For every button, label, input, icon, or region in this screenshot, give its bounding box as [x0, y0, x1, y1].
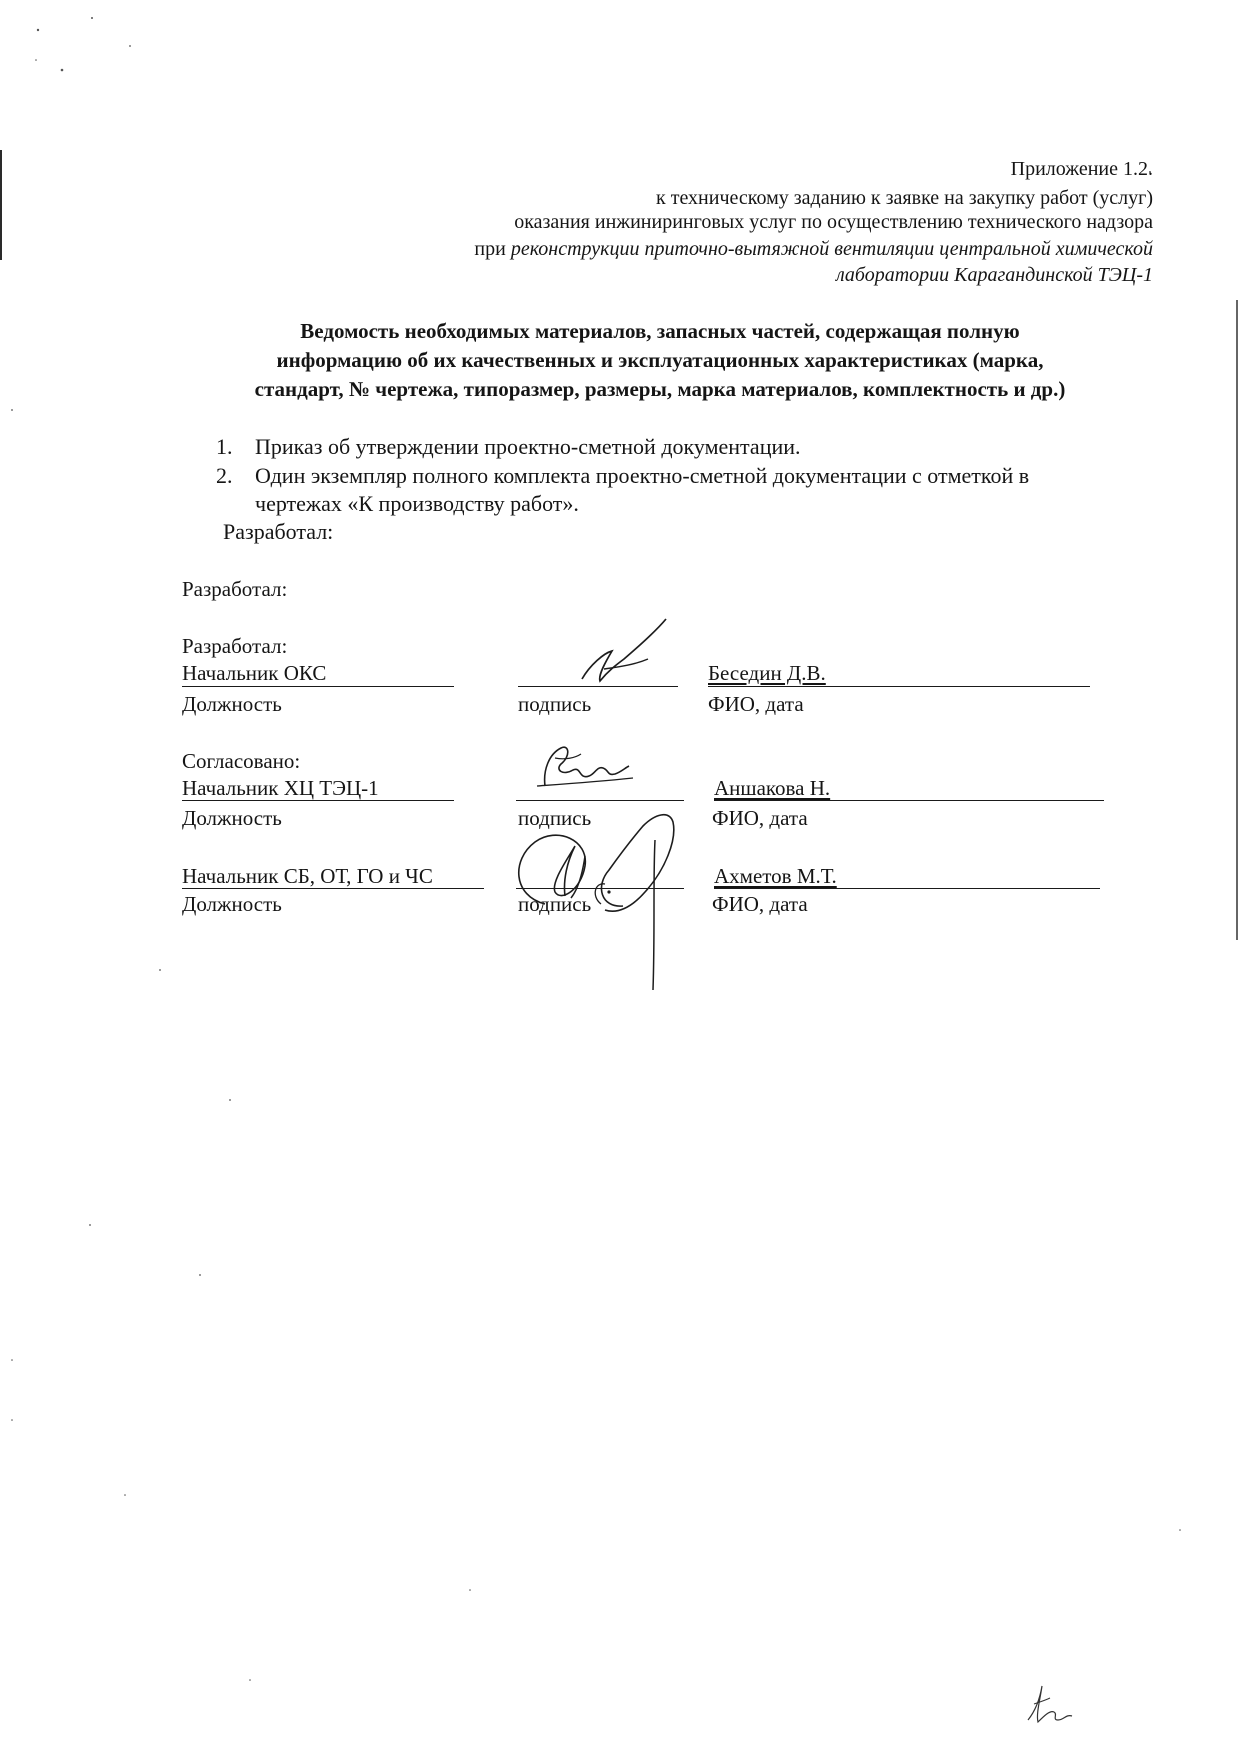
name-underline [708, 686, 1090, 687]
appendix-lab-line: лаборатории Карагандинской ТЭЦ-1 [835, 264, 1153, 286]
agreed1-position: Начальник ХЦ ТЭЦ-1 [182, 776, 379, 800]
list-item-number: 2. [216, 463, 233, 488]
list-item-continuation: чертежах «К производству работ». [255, 491, 579, 516]
name-caption: ФИО, дата [708, 692, 804, 716]
title-line: информацию об их качественных и эксплуатационных характеристиках (марка, [276, 348, 1044, 372]
name-caption: ФИО, дата [712, 892, 808, 916]
signature-akhmetov [505, 800, 695, 1000]
developed-name: Беседин Д.В. [708, 661, 826, 685]
name-caption: ФИО, дата [712, 806, 808, 830]
title-line: стандарт, № чертежа, типоразмер, размеры, марка материалов, комплектность и др.) [254, 377, 1066, 401]
list-item-number: 1. [216, 434, 233, 459]
appendix-prefix: при [474, 238, 511, 260]
position-caption: Должность [182, 806, 282, 830]
position-caption: Должность [182, 692, 282, 716]
developed-section-label: Разработал: [182, 634, 288, 658]
agreed2-name: Ахметов М.Т. [714, 864, 837, 888]
signature-besedin [560, 615, 680, 695]
name-underline [714, 888, 1100, 889]
appendix-project-italic: реконструкции приточно-вытяжной вентиляции центральной химической [510, 238, 1153, 260]
position-underline [182, 800, 454, 801]
signature-caption: подпись [518, 692, 592, 716]
position-underline [182, 686, 454, 687]
list-after-label: Разработал: [223, 519, 334, 544]
name-underline [714, 800, 1104, 801]
agreed1-name: Аншакова Н. [714, 776, 831, 800]
signature-caption: подпись [518, 806, 592, 830]
developed-position: Начальник ОКС [182, 661, 327, 685]
list-item: Один экземпляр полного комплекта проектно-сметной документации с отметкой в [255, 463, 1030, 488]
agreed2-position: Начальник СБ, ОТ, ГО и ЧС [182, 864, 433, 888]
appendix-project-line [474, 238, 1153, 261]
agreed-label: Согласовано: [182, 749, 301, 773]
appendix-services: оказания инжиниринговых услуг по осуществлению технического надзора [514, 211, 1153, 233]
position-caption: Должность [182, 892, 282, 916]
footer-initials-signature [1020, 1680, 1080, 1730]
list-item: Приказ об утверждении проектно-сметной документации. [255, 434, 801, 459]
signature-anshakova [535, 740, 635, 800]
title-line: Ведомость необходимых материалов, запасных частей, содержащая полную [300, 319, 1020, 343]
signature-caption: подпись [518, 892, 592, 916]
appendix-reference: к техническому заданию к заявке на закупку работ (услуг) [655, 187, 1153, 209]
appendix-number: Приложение 1.2. [1010, 158, 1153, 180]
document-title [180, 317, 1140, 404]
standalone-developed-label: Разработал: [182, 577, 288, 601]
position-underline [182, 888, 484, 889]
